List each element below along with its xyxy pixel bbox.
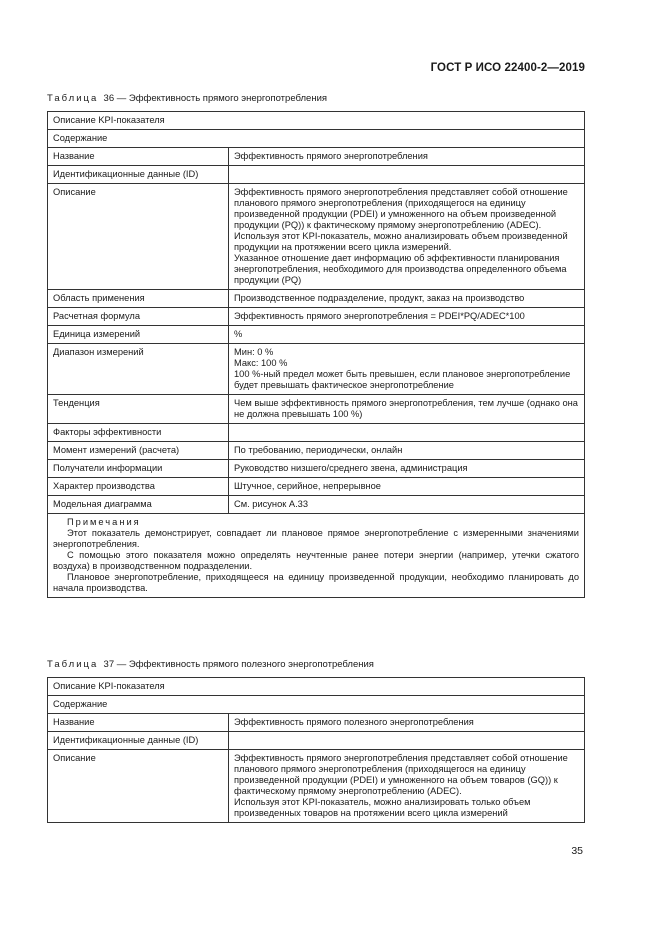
section-content: Содержание <box>48 130 585 148</box>
note-item: Плановое энергопотребление, приходящееся на единицу произведенной продукции, необходимо планировать до начала производства. <box>53 572 579 593</box>
row-label: Расчетная формула <box>48 308 229 326</box>
row-value <box>229 166 585 184</box>
table-37-caption-word: Таблица <box>47 659 99 670</box>
row-label: Факторы эффективности <box>48 424 229 442</box>
row-label: Характер производства <box>48 478 229 496</box>
section-kpi-description: Описание KPI-показателя <box>48 678 585 696</box>
description-paragraph: Указанное отношение дает информацию об эффективности планирования энергопотребления, необходимого для производства определенного объема продукции (PQ) <box>234 253 567 285</box>
row-label: Диапазон измерений <box>48 344 229 395</box>
row-label: Название <box>48 148 229 166</box>
row-value <box>229 424 585 442</box>
table-37-caption-text: 37 — Эффективность прямого полезного энергопотребления <box>103 659 374 670</box>
row-value <box>229 750 585 823</box>
description-paragraph: Эффективность прямого энергопотребления представляет собой отношение планового прямого энергопотребления (приходящегося на единицу произведенной продукции (PDEI) и умноженного на объем товаров (GQ)) к фактическому прямому энергопотреблению (ADEC). <box>234 753 568 796</box>
row-label: Модельная диаграмма <box>48 496 229 514</box>
table-row <box>48 166 585 184</box>
row-value: Чем выше эффективность прямого энергопотребления, тем лучше (однако она не должна превышать 100 %) <box>229 395 585 424</box>
notes-title: Примечания <box>67 517 141 527</box>
page-number: 35 <box>571 845 583 857</box>
row-value <box>229 732 585 750</box>
table-row <box>48 326 585 344</box>
table-row <box>48 290 585 308</box>
table-row <box>48 478 585 496</box>
row-label: Единица измерений <box>48 326 229 344</box>
range-max: Макс: 100 % <box>234 358 288 368</box>
standard-designation: ГОСТ Р ИСО 22400-2—2019 <box>430 62 585 74</box>
table-row <box>48 460 585 478</box>
row-value: Эффективность прямого энергопотребления <box>229 148 585 166</box>
row-value: Эффективность прямого энергопотребления = PDEI*PQ/ADEC*100 <box>229 308 585 326</box>
table-row <box>48 148 585 166</box>
row-value: Руководство низшего/среднего звена, администрация <box>229 460 585 478</box>
row-label: Идентификационные данные (ID) <box>48 166 229 184</box>
row-value: % <box>229 326 585 344</box>
table-row <box>48 714 585 732</box>
row-label: Описание <box>48 184 229 290</box>
table-row <box>48 424 585 442</box>
table-row <box>48 750 585 823</box>
row-label: Область применения <box>48 290 229 308</box>
row-label: Тенденция <box>48 395 229 424</box>
row-value: По требованию, периодически, онлайн <box>229 442 585 460</box>
row-value <box>229 184 585 290</box>
table-36-caption-text: 36 — Эффективность прямого энергопотребления <box>103 93 328 104</box>
table-36-caption-word: Таблица <box>47 93 99 104</box>
notes-block <box>48 514 585 598</box>
table-row <box>48 344 585 395</box>
description-paragraph: Эффективность прямого энергопотребления представляет собой отношение планового прямого энергопотребления (приходящегося на единицу произведенной продукции (PDEI) и умноженного на объем произведенной продукции (PQ)) к фактическому прямому энергопотреблению (ADEC). Используя этот KPI-показатель, можно анализировать объем произведенной продукции на протяжении всего цикла измерений. <box>234 187 568 252</box>
note-item: Этот показатель демонстрирует, совпадает ли плановое прямое энергопотребление с измеренными значениями энергопотребления. <box>53 528 579 549</box>
section-content: Содержание <box>48 696 585 714</box>
row-value: См. рисунок А.33 <box>229 496 585 514</box>
row-value <box>229 344 585 395</box>
table-row <box>48 496 585 514</box>
row-value: Эффективность прямого полезного энергопотребления <box>229 714 585 732</box>
table-row <box>48 732 585 750</box>
note-item: С помощью этого показателя можно определять неучтенные ранее потери энергии (например, утечки сжатого воздуха) в производственном подразделении. <box>53 550 579 571</box>
row-label: Идентификационные данные (ID) <box>48 732 229 750</box>
description-paragraph: Используя этот KPI-показатель, можно анализировать только объем произведенных товаров на протяжении всего цикла измерений <box>234 797 531 818</box>
row-label: Получатели информации <box>48 460 229 478</box>
table-37-caption <box>47 659 374 670</box>
range-min: Мин: 0 % <box>234 347 274 357</box>
row-value: Штучное, серийное, непрерывное <box>229 478 585 496</box>
table-row <box>48 184 585 290</box>
table-36 <box>47 111 585 598</box>
range-note: 100 %-ный предел может быть превышен, если плановое энергопотребление будет превышать фактическое энергопотребление <box>234 369 571 390</box>
row-label: Описание <box>48 750 229 823</box>
table-36-caption <box>47 93 327 104</box>
table-37 <box>47 677 585 823</box>
row-label: Название <box>48 714 229 732</box>
row-label: Момент измерений (расчета) <box>48 442 229 460</box>
section-kpi-description: Описание KPI-показателя <box>48 112 585 130</box>
table-row <box>48 442 585 460</box>
row-value: Производственное подразделение, продукт, заказ на производство <box>229 290 585 308</box>
table-row <box>48 395 585 424</box>
table-row <box>48 308 585 326</box>
